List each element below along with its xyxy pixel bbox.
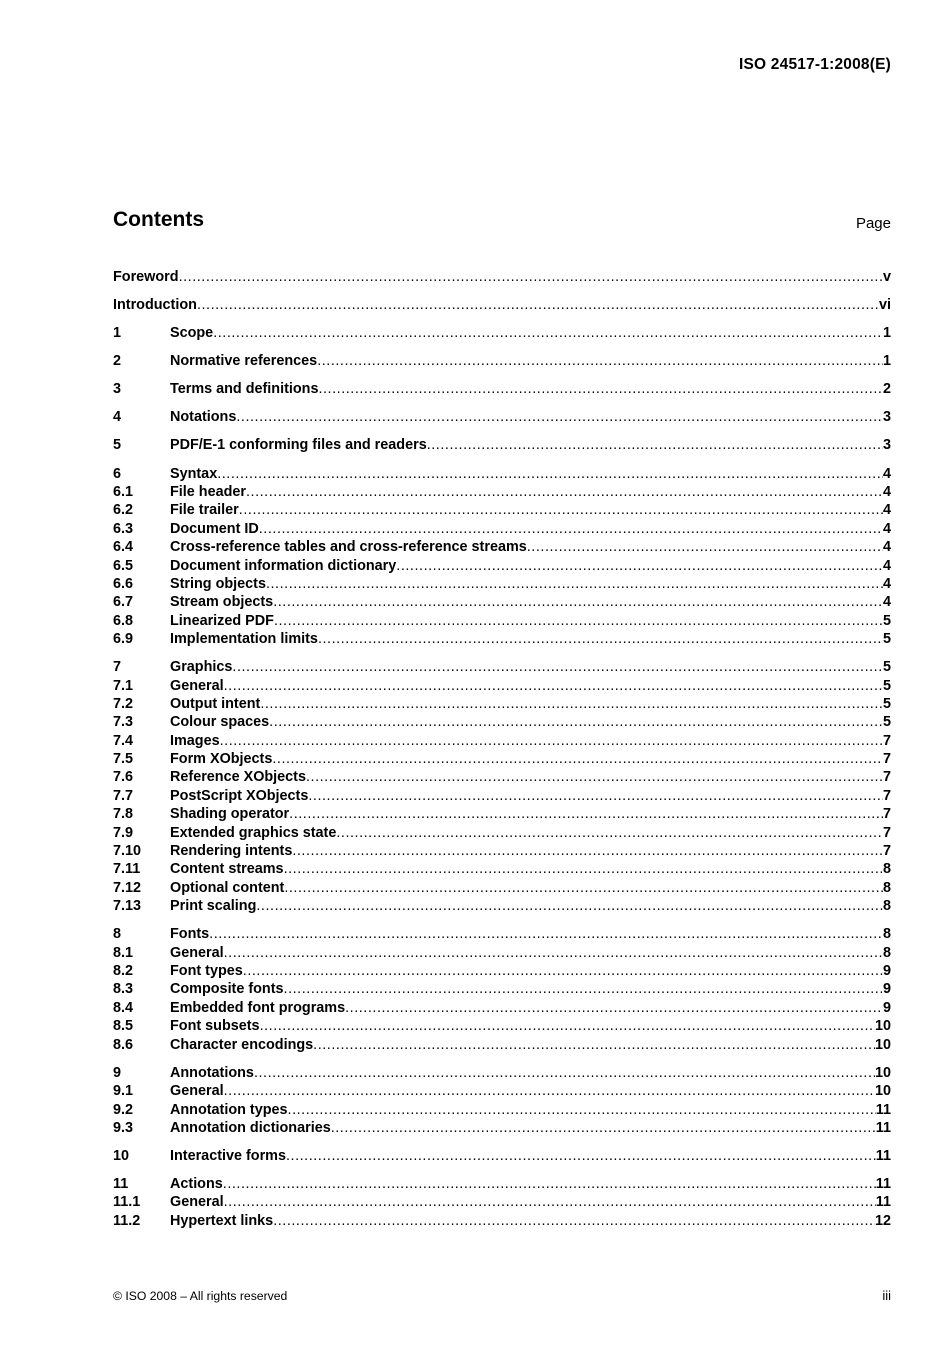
toc-entry[interactable]: [113, 520, 891, 538]
toc-entry-number: 11: [113, 1176, 129, 1193]
toc-entry-title: Output intent: [170, 695, 261, 712]
dot-leader: [223, 1175, 876, 1193]
toc-entry-page: 5: [882, 659, 891, 676]
toc-entry-number: 7.13: [113, 898, 142, 915]
dot-leader: [209, 925, 883, 943]
dot-leader: [272, 750, 883, 768]
toc-entry[interactable]: [113, 612, 891, 630]
toc-entry[interactable]: [113, 408, 891, 426]
toc-entry-number: 3: [113, 381, 122, 398]
toc-entry-page: 10: [874, 1083, 891, 1100]
document-id: ISO 24517-1:2008(E): [739, 56, 891, 73]
toc-entry-number: 6.1: [113, 483, 134, 500]
toc-entry-title: Annotations: [170, 1064, 254, 1081]
toc-entry-page: 3: [882, 437, 891, 454]
toc-entry-title: Form XObjects: [170, 751, 273, 768]
toc-entry[interactable]: [113, 268, 891, 286]
toc-entry-number: 1: [113, 325, 122, 342]
toc-entry[interactable]: [113, 1147, 891, 1165]
toc-entry-number: 8.5: [113, 1018, 134, 1035]
toc-entry-number: 8: [113, 926, 122, 943]
toc-entry[interactable]: [113, 1101, 891, 1119]
toc-entry-page: 7: [882, 787, 891, 804]
toc-entry-page: 5: [882, 714, 891, 731]
dot-leader: [306, 768, 883, 786]
toc-entry-page: 5: [882, 612, 891, 629]
dot-leader: [246, 483, 883, 501]
toc-entry-title: General: [170, 1083, 224, 1100]
toc-entry-number: 6.8: [113, 612, 134, 629]
toc-entry-page: 9: [882, 999, 891, 1016]
toc-entry[interactable]: [113, 999, 891, 1017]
toc-entry-title: PostScript XObjects: [170, 787, 309, 804]
toc-entry-title: Notations: [170, 409, 237, 426]
toc-entry-title: Stream objects: [170, 594, 274, 611]
toc-entry[interactable]: [113, 483, 891, 501]
toc-entry-number: 7.11: [113, 861, 141, 878]
toc-entry-page: 4: [882, 594, 891, 611]
toc-entry-number: 7.9: [113, 824, 134, 841]
toc-entry[interactable]: [113, 1175, 891, 1193]
toc-entry-number: 7.6: [113, 769, 134, 786]
toc-entry-page: 4: [882, 539, 891, 556]
dot-leader: [220, 732, 883, 750]
toc-entry-page: 7: [882, 751, 891, 768]
dot-leader: [217, 465, 883, 483]
toc-entry-title: Content streams: [170, 861, 284, 878]
toc-entry[interactable]: [113, 380, 891, 398]
toc-entry-number: 7.8: [113, 806, 134, 823]
toc-entry-number: 7.12: [113, 879, 142, 896]
toc-entry-page: v: [882, 269, 891, 285]
dot-leader: [266, 575, 883, 593]
toc-entry-page: 10: [874, 1064, 891, 1081]
page-number: iii: [882, 1288, 891, 1303]
toc-entry[interactable]: [113, 944, 891, 962]
toc-entry-number: 7: [113, 659, 122, 676]
toc-entry-title: Colour spaces: [170, 714, 270, 731]
toc-entry-page: 7: [882, 824, 891, 841]
toc-entry-page: 4: [882, 557, 891, 574]
toc-entry-page: 7: [882, 806, 891, 823]
toc-entry-title: Implementation limits: [170, 631, 318, 648]
toc-entry-title: General: [170, 677, 224, 694]
toc-entry-page: 9: [882, 963, 891, 980]
toc-entry-page: 7: [882, 769, 891, 786]
toc-entry[interactable]: [113, 630, 891, 648]
toc-entry-number: 5: [113, 437, 122, 454]
dot-leader: [396, 557, 883, 575]
toc-entry-number: 11.2: [113, 1212, 141, 1229]
toc-entry[interactable]: [113, 879, 891, 897]
toc-entry-title: Print scaling: [170, 898, 257, 915]
toc-entry[interactable]: [113, 860, 891, 878]
dot-leader: [289, 805, 883, 823]
toc-entry[interactable]: [113, 538, 891, 556]
toc-entry-page: 11: [875, 1147, 891, 1164]
toc-entry[interactable]: [113, 805, 891, 823]
toc-entry[interactable]: [113, 1082, 891, 1100]
toc-entry[interactable]: [113, 465, 891, 483]
toc-entry[interactable]: [113, 501, 891, 519]
toc-entry-title: Embedded font programs: [170, 999, 346, 1016]
dot-leader: [260, 695, 883, 713]
toc-entry[interactable]: [113, 732, 891, 750]
dot-leader: [232, 658, 883, 676]
dot-leader: [254, 1064, 875, 1082]
dot-leader: [224, 1193, 876, 1211]
toc-entry-title: Actions: [170, 1176, 223, 1193]
toc-entry-page: 11: [875, 1119, 891, 1136]
toc-entry-page: 7: [882, 732, 891, 749]
toc-entry-number: 10: [113, 1147, 130, 1164]
toc-entry-title: Character encodings: [170, 1036, 314, 1053]
toc-entry[interactable]: [113, 352, 891, 370]
toc-entry[interactable]: [113, 713, 891, 731]
dot-leader: [259, 520, 883, 538]
toc-entry-page: 4: [882, 575, 891, 592]
dot-leader: [288, 1101, 876, 1119]
dot-leader: [273, 593, 883, 611]
toc-entry-page: 2: [882, 381, 891, 398]
toc-entry-number: 7.1: [113, 677, 134, 694]
toc-entry-number: 9.3: [113, 1119, 134, 1136]
toc-entry-title: PDF/E-1 conforming files and readers: [170, 437, 427, 454]
toc-entry-number: 7.2: [113, 695, 134, 712]
toc-entry[interactable]: [113, 768, 891, 786]
toc-entry-title: Annotation dictionaries: [170, 1119, 331, 1136]
toc-entry-title: Introduction: [113, 297, 197, 314]
toc-entry-number: 6.7: [113, 594, 134, 611]
toc-entry[interactable]: [113, 980, 891, 998]
toc-entry-page: 5: [882, 631, 891, 648]
toc-entry[interactable]: [113, 557, 891, 575]
toc-entry-page: 4: [882, 502, 891, 519]
toc-entry-page: 5: [882, 695, 891, 712]
toc-entry-title: Linearized PDF: [170, 612, 274, 629]
page-column-label: Page: [855, 215, 891, 232]
toc-entry[interactable]: [113, 787, 891, 805]
dot-leader: [286, 1147, 876, 1165]
dot-leader: [284, 860, 883, 878]
toc-entry-page: 4: [882, 483, 891, 500]
toc-entry-number: 6: [113, 465, 122, 482]
toc-entry[interactable]: [113, 824, 891, 842]
toc-entry-page: 8: [882, 879, 891, 896]
toc-entry[interactable]: [113, 842, 891, 860]
toc-entry-title: General: [170, 1194, 224, 1211]
dot-leader: [239, 501, 883, 519]
dot-leader: [224, 677, 883, 695]
toc-entry-title: Document information dictionary: [170, 557, 397, 574]
toc-entry-number: 2: [113, 353, 122, 370]
toc-entry-number: 6.4: [113, 539, 134, 556]
toc-entry-page: 8: [882, 861, 891, 878]
toc-entry-title: Cross-reference tables and cross-reference streams: [170, 539, 527, 556]
toc-entry-page: 10: [874, 1036, 891, 1053]
toc-entry-title: Reference XObjects: [170, 769, 306, 786]
toc-entry[interactable]: [113, 575, 891, 593]
dot-leader: [273, 1212, 875, 1230]
toc-entry-title: Interactive forms: [170, 1147, 286, 1164]
table-of-contents: [113, 268, 891, 1230]
toc-entry-title: Images: [170, 732, 220, 749]
toc-entry[interactable]: [113, 1064, 891, 1082]
toc-entry-number: 9: [113, 1064, 122, 1081]
dot-leader: [527, 538, 883, 556]
dot-leader: [269, 713, 883, 731]
toc-entry-page: 11: [875, 1194, 891, 1211]
dot-leader: [284, 879, 883, 897]
toc-entry-title: Font types: [170, 963, 243, 980]
toc-entry-number: 6.6: [113, 575, 134, 592]
toc-entry[interactable]: [113, 925, 891, 943]
toc-entry-page: 8: [882, 898, 891, 915]
toc-entry-title: File header: [170, 483, 246, 500]
toc-entry-number: 6.2: [113, 502, 134, 519]
toc-entry-page: 11: [875, 1101, 891, 1118]
toc-entry-title: Font subsets: [170, 1018, 260, 1035]
toc-entry-page: 8: [882, 926, 891, 943]
toc-entry-page: 4: [882, 520, 891, 537]
toc-entry[interactable]: [113, 962, 891, 980]
dot-leader: [179, 268, 883, 286]
toc-entry-title: Annotation types: [170, 1101, 288, 1118]
toc-entry[interactable]: [113, 677, 891, 695]
toc-entry[interactable]: [113, 1193, 891, 1211]
toc-entry[interactable]: [113, 324, 891, 342]
toc-entry-title: Scope: [170, 325, 214, 342]
toc-entry-title: Foreword: [113, 269, 179, 285]
toc-entry-title: Normative references: [170, 353, 318, 370]
dot-leader: [318, 380, 883, 398]
toc-entry-number: 7.10: [113, 843, 142, 860]
dot-leader: [213, 324, 883, 342]
copyright-notice: © ISO 2008 – All rights reserved: [113, 1289, 288, 1303]
toc-entry-title: Fonts: [170, 926, 210, 943]
toc-entry-page: 9: [882, 981, 891, 998]
dot-leader: [345, 999, 883, 1017]
dot-leader: [317, 352, 883, 370]
toc-entry-page: 12: [874, 1212, 891, 1229]
toc-entry-page: vi: [878, 297, 891, 314]
toc-entry-number: 6.5: [113, 557, 134, 574]
toc-entry[interactable]: [113, 1212, 891, 1230]
dot-leader: [308, 787, 883, 805]
toc-entry-page: 10: [874, 1018, 891, 1035]
toc-entry[interactable]: [113, 1119, 891, 1137]
toc-entry[interactable]: [113, 658, 891, 676]
dot-leader: [197, 296, 879, 314]
toc-entry[interactable]: [113, 436, 891, 454]
toc-entry-number: 8.1: [113, 944, 134, 961]
dot-leader: [224, 944, 883, 962]
toc-entry-number: 8.2: [113, 963, 134, 980]
toc-entry-title: Extended graphics state: [170, 824, 337, 841]
dot-leader: [260, 1017, 875, 1035]
toc-entry-page: 11: [875, 1176, 891, 1193]
toc-entry-number: 7.7: [113, 787, 134, 804]
toc-entry-title: String objects: [170, 575, 266, 592]
toc-entry-number: 7.5: [113, 751, 134, 768]
toc-entry-page: 8: [882, 944, 891, 961]
toc-entry[interactable]: [113, 1036, 891, 1054]
toc-entry-page: 5: [882, 677, 891, 694]
dot-leader: [256, 897, 883, 915]
toc-entry-number: 9.2: [113, 1101, 134, 1118]
toc-entry[interactable]: [113, 296, 891, 314]
toc-entry-number: 7.3: [113, 714, 134, 731]
toc-entry-title: File trailer: [170, 502, 239, 519]
toc-entry-page: 1: [882, 353, 891, 370]
toc-entry-title: General: [170, 944, 224, 961]
toc-entry-number: 11.1: [113, 1194, 141, 1211]
dot-leader: [313, 1036, 875, 1054]
toc-entry-title: Terms and definitions: [170, 381, 319, 398]
dot-leader: [243, 962, 883, 980]
toc-entry-page: 7: [882, 843, 891, 860]
dot-leader: [274, 612, 883, 630]
toc-entry-number: 8.4: [113, 999, 134, 1016]
toc-entry[interactable]: [113, 695, 891, 713]
dot-leader: [331, 1119, 876, 1137]
toc-entry[interactable]: [113, 1017, 891, 1035]
dot-leader: [292, 842, 883, 860]
dot-leader: [284, 980, 883, 998]
toc-entry-number: 9.1: [113, 1083, 134, 1100]
toc-entry-number: 4: [113, 409, 122, 426]
toc-entry-title: Hypertext links: [170, 1212, 274, 1229]
toc-entry[interactable]: [113, 750, 891, 768]
page-title: Contents: [113, 208, 204, 231]
toc-entry-number: 8.3: [113, 981, 134, 998]
toc-entry-title: Syntax: [170, 465, 218, 482]
toc-entry[interactable]: [113, 593, 891, 611]
dot-leader: [224, 1082, 875, 1100]
toc-entry-title: Rendering intents: [170, 843, 293, 860]
toc-entry[interactable]: [113, 897, 891, 915]
toc-entry-title: Composite fonts: [170, 981, 284, 998]
toc-entry-page: 3: [882, 409, 891, 426]
toc-entry-page: 4: [882, 465, 891, 482]
toc-entry-title: Document ID: [170, 520, 259, 537]
toc-entry-title: Shading operator: [170, 806, 290, 823]
toc-entry-number: 7.4: [113, 732, 134, 749]
toc-entry-number: 8.6: [113, 1036, 134, 1053]
dot-leader: [427, 436, 883, 454]
dot-leader: [318, 630, 883, 648]
dot-leader: [236, 408, 883, 426]
toc-entry-number: 6.9: [113, 631, 134, 648]
toc-entry-title: Graphics: [170, 659, 233, 676]
dot-leader: [336, 824, 883, 842]
toc-entry-number: 6.3: [113, 520, 134, 537]
toc-entry-page: 1: [882, 325, 891, 342]
toc-entry-title: Optional content: [170, 879, 285, 896]
